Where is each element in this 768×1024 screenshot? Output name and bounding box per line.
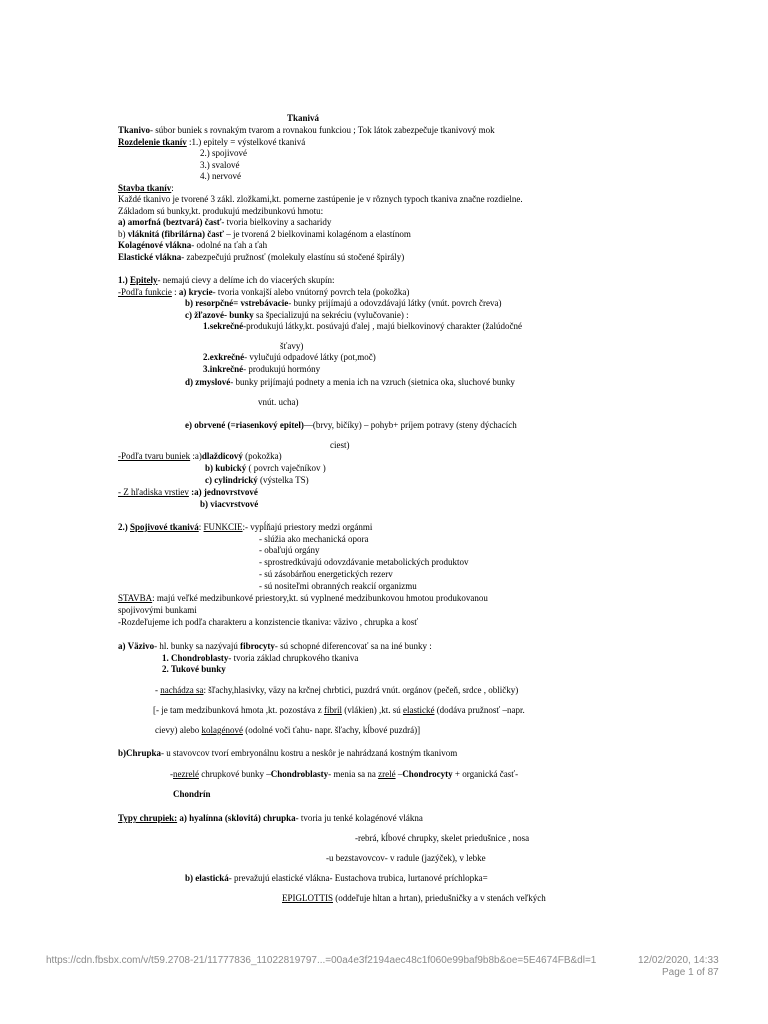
vazivo-line: - nachádza sa: šľachy,hlasivky, väzy na krčnej chrbtici, puzdrá vnút. orgánov (pečeň, srdce , obličky) [155, 685, 519, 695]
rozdelenie-item: 2.) spojivové [200, 148, 247, 158]
epitely-line: e) obrvené (=riasenkový epitel)—(brvy, bičíky) – pohyb+ príjem potravy (steny dýchacích [185, 420, 517, 430]
chrupka-line: Typy chrupiek: a) hyalínna (sklovitá) chrupka- tvoria ju tenké kolagénové vlákna [118, 813, 423, 823]
epitely-line: c) cylindrický (výstelka TS) [205, 475, 309, 485]
stavba-line: Základom sú bunky,kt. produkujú medzibunkovú hmotu: [118, 206, 324, 216]
chrupka-heading: b)Chrupka- u stavovcov tvorí embryonálnu kostru a neskôr je nahrádzaná kostným tkanivom [118, 748, 458, 758]
epitely-line: b) kubický ( povrch vaječníkov ) [205, 463, 326, 473]
rozdelenie-line: Rozdelenie tkanív :1.) epitely = výstelkové tkanivá [118, 137, 306, 147]
vazivo-heading: a) Väzivo- hl. bunky sa nazývajú fibrocyty- sú schopné diferencovať sa na iné bunky : [118, 641, 432, 651]
spojivove-line: spojivovými bunkami [118, 605, 197, 615]
epitely-line: - Z hľadiska vrstiev :a) jednovrstvové [118, 487, 258, 497]
vazivo-line: 2. Tukové bunky [162, 664, 226, 674]
spojivove-line: - sú nositeľmi obranných reakcií organizmu [259, 581, 417, 591]
stavba-line: b) vláknitá (fibrilárna) časť – je tvorená 2 bielkovinami kolagénom a elastínom [118, 229, 411, 239]
stavba-line: Kolagénové vlákna- odolné na ťah a ťah [118, 240, 268, 250]
stavba-line: Každé tkanivo je tvorené 3 zákl. zložkami,kt. pomerne zastúpenie je v rôznych typoch tkaniva značne rozdielne. [118, 194, 523, 204]
tkanivo-definition: Tkanivo- súbor buniek s rovnakým tvarom a rovnakou funkciou ; Tok látok zabezpečuje tkanivový mok [118, 125, 495, 135]
stavba-line: a) amorfná (beztvará) časť- tvoria bielkoviny a sacharidy [118, 217, 332, 227]
stavba-heading: Stavba tkanív: [118, 183, 174, 193]
spojivove-line: STAVBA: majú veľké medzibunkové priestory,kt. sú vyplnené medzibunkovou hmotou produkovanou [118, 593, 488, 603]
epitely-line: c) žľazové- bunky sa špecializujú na sekréciu (vylučovanie) : [185, 310, 409, 320]
chrupka-line: -u bezstavovcov- v radule (jazýček), v lebke [326, 853, 486, 863]
spojivove-line: - obaľujú orgány [259, 545, 320, 555]
spojivove-line: - slúžia ako mechanická opora [259, 534, 369, 544]
epitely-line: ciest) [330, 440, 350, 450]
vazivo-line: 1. Chondroblasty- tvoria základ chrupkového tkaniva [162, 653, 359, 663]
epitely-line: 3.inkrečné- produkujú hormóny [203, 364, 321, 374]
spojivove-line: - sú zásobárňou energetických rezerv [259, 569, 393, 579]
chrupka-line: -rebrá, kĺbové chrupky, skelet priedušnice , nosa [355, 833, 530, 843]
vazivo-line: [- je tam medzibunková hmota ,kt. pozostáva z fibril (vlákien) ,kt. sú elastické (dodáva pružnosť –napr. [153, 705, 525, 715]
chrupka-line: -nezrelé chrupkové bunky –Chondroblasty- menia sa na zrelé –Chondrocyty + organická časť- [170, 769, 519, 779]
epitely-line: 1.sekrečné-produkujú látky,kt. posúvajú ďalej , majú bielkovinový charakter (žalúdočné [203, 321, 522, 331]
footer-datetime: 12/02/2020, 14:33 [638, 955, 719, 966]
footer-url[interactable]: https://cdn.fbsbx.com/v/t59.2708-21/11777836_11022819797...=00a4e3f2194aec48c1f060e99baf9b8b&oe=5E4674FB&dl=1 [46, 955, 597, 966]
epitely-line: d) zmyslové- bunky prijímajú podnety a menia ich na vzruch (sietnica oka, sluchové bunky [185, 377, 515, 387]
spojivove-line: -Rozdeľujeme ich podľa charakteru a konzistencie tkaniva: väzivo , chrupka a kosť [118, 617, 419, 627]
epitely-line: šťavy) [280, 341, 304, 351]
chrupka-line: EPIGLOTTIS (oddeľuje hltan a hrtan), priedušničky a v stenách veľkých [282, 893, 546, 903]
epitely-line: b) viacvrstvové [200, 499, 259, 509]
stavba-line: Elastické vlákna- zabezpečujú pružnosť (molekuly elastínu sú stočené špirály) [118, 252, 405, 262]
epitely-line: b) resorpčné= vstrebávacie- bunky prijímajú a odovzdávajú látky (vnút. povrch čreva) [185, 298, 502, 308]
spojivove-line: - sprostredkúvajú odovzdávanie metabolických produktov [259, 557, 469, 567]
footer-page-number: Page 1 of 87 [662, 967, 719, 978]
vazivo-line: cievy) alebo kolagénové (odolné voči ťahu- napr. šľachy, kĺbové puzdrá)] [155, 725, 421, 735]
rozdelenie-item: 4.) nervové [200, 171, 241, 181]
chrupka-line: Chondrín [173, 789, 211, 799]
epitely-line: 2.exkrečné- vylučujú odpadové látky (pot,moč) [203, 352, 376, 362]
spojivove-heading: 2.) Spojivové tkanivá: FUNKCIE:- vypĺňajú priestory medzi orgánmi [118, 522, 373, 532]
chrupka-line: b) elastická- prevažujú elastické vlákna- Eustachova trubica, lurtanové príchlopka= [185, 873, 488, 883]
rozdelenie-item: 3.) svalové [200, 160, 240, 170]
epitely-line: -Podľa funkcie : a) krycie- tvoria vonkajší alebo vnútorný povrch tela (pokožka) [118, 287, 410, 297]
epitely-heading: 1.) Epitely- nemajú cievy a delíme ich do viacerých skupín: [118, 275, 335, 285]
page-title: Tkanivá [287, 113, 320, 123]
epitely-line: vnút. ucha) [258, 397, 299, 407]
epitely-line: -Podľa tvaru buniek :a)dlaždicový (pokožka) [118, 451, 282, 461]
